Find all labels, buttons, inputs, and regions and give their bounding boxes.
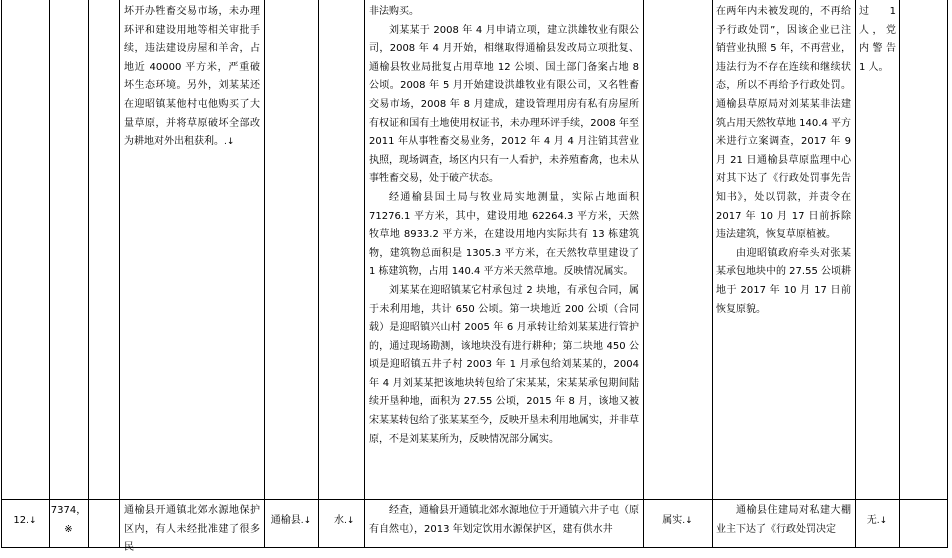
- col-line: [364, 0, 365, 548]
- cell-accountability-continued: 过 1 人，党内警告 1 人。: [859, 6, 896, 73]
- investigation-paragraph: 非法购买。: [369, 6, 419, 17]
- cell-row-number: 12.↓: [13, 515, 37, 526]
- col-line: [855, 0, 856, 548]
- cell-verified-status: 属实.↓: [662, 515, 693, 526]
- col-line: [899, 0, 900, 548]
- investigation-paragraph: 经通榆县国土局与牧业局实地测量，实际占地面积 71276.1 平方米，其中，建设用地 62264.3 平方米，天然牧草地 8933.2 平方米，在建设用地内实际共有 13 栋建筑物，建筑物总面积是 1305.3 平方米，在天然牧草里建设了 1 栋建筑物，占用 140.4 平方米天然草地。反映情况属实。: [369, 191, 639, 278]
- cell-handling: 通榆县住建局对私建大棚业主下达了《行政处罚决定: [716, 505, 851, 535]
- col-line: [643, 0, 644, 548]
- col-line: [712, 0, 713, 548]
- col-line: [318, 0, 319, 548]
- cell-investigation-continued: [369, 3, 639, 449]
- investigation-paragraph: 刘某某于 2008 年 4 月申请立项，建立洪雄牧业有限公司，2008 年 4 月开始，相继取得通榆县发改局立项批复、通榆县牧业局批复占用草地 12 公顷、国土部门备案占地 8 公顷。2008 年 5 月开始建设洪雄牧业有限公司，又名牲畜交易市场，2008 年 8 月建成，建设管理用房有私有房屋所有权证和国有土地使用权证书，未办理环评手续，2008 年至 2011 年从事牲畜交易业务，2012 年 4 月 4 月注销其营业执照，现场调查，场区内只有一人看护，未养殖畜禽，也未从事牲畜交易，处于破产状态。: [369, 24, 639, 185]
- handling-paragraph: 由迎昭镇政府牵头对张某某承包地块中的 27.55 公顷耕地于 2017 年 10 月 17 日前恢复原貌。: [716, 247, 851, 315]
- handling-paragraph: 在两年内未被发现的，不再给予行政处罚”，因该企业已注销营业执照 5 年，不再营业，违法行为不存在连续和继续状态，所以不再给予行政处罚。通榆县草原局对刘某某非法建筑占用天然牧草地 140.4 平方米进行立案调查，2017 年 9 月 21 日通榆县草原监理中心对其下达了《行政处罚事先告知书》，处以罚款，并责令在 2017 年 10 月 17 日前拆除违法建筑，恢复草原植被。: [716, 6, 851, 241]
- col-line: [119, 0, 120, 548]
- cell-accountability: 无.↓: [866, 515, 888, 526]
- cell-complaint-content: 通榆县开通镇北郊水源地保护区内，有人未经批准建了很多民: [124, 505, 260, 554]
- col-line: [88, 0, 89, 548]
- cell-region: 通榆县.↓: [270, 515, 312, 526]
- cell-investigation: 经查，通榆县开通镇北郊水源地位于开通镇六井子屯（原有自然屯），2013 年划定饮用水源保护区，建有供水井: [369, 505, 639, 535]
- col-line: [1, 0, 2, 548]
- col-line: [947, 0, 948, 548]
- investigation-paragraph: 刘某某在迎昭镇某它村承包过 2 块地，有承包合同，属于未利用地，共计 650 公顷。第一块地近 200 公顷（合同载）是迎昭镇兴山村 2005 年 6 月承转让给刘某某进行管护的，通过现场勘测，该地块没有进行耕种；第二块地 450 公顷是迎昭镇五井子村 2003 年 1 月承包给刘某某的，2004 年 4 月刘某某把该地块转包给了宋某某，宋某某承包期间陆续开垦种地，面积为 27.55 公顷，2015 年 8 月，该地又被宋某某转包给了张某某至今，反映开垦未利用地属实，并非草原，不是刘某某所为，反映情况部分属实。: [369, 284, 639, 445]
- cell-complaint-id: 7374，※: [50, 505, 87, 535]
- cell-handling-continued: [716, 3, 851, 319]
- cell-pollution-type: 水.↓: [334, 515, 355, 526]
- cell-complaint-continued: 坏开办牲畜交易市场，未办理环评和建设用地等相关审批手续，违法建设房屋和羊舍，占地近 40000 平方米，严重破坏生态环境。另外，刘某某还在迎昭镇某他村屯他购买了大量草原，并将草原破坏全部改为耕地对外出租获利。.↓: [124, 6, 260, 148]
- col-line: [49, 0, 50, 548]
- row-line: [1, 499, 948, 500]
- col-line: [264, 0, 265, 548]
